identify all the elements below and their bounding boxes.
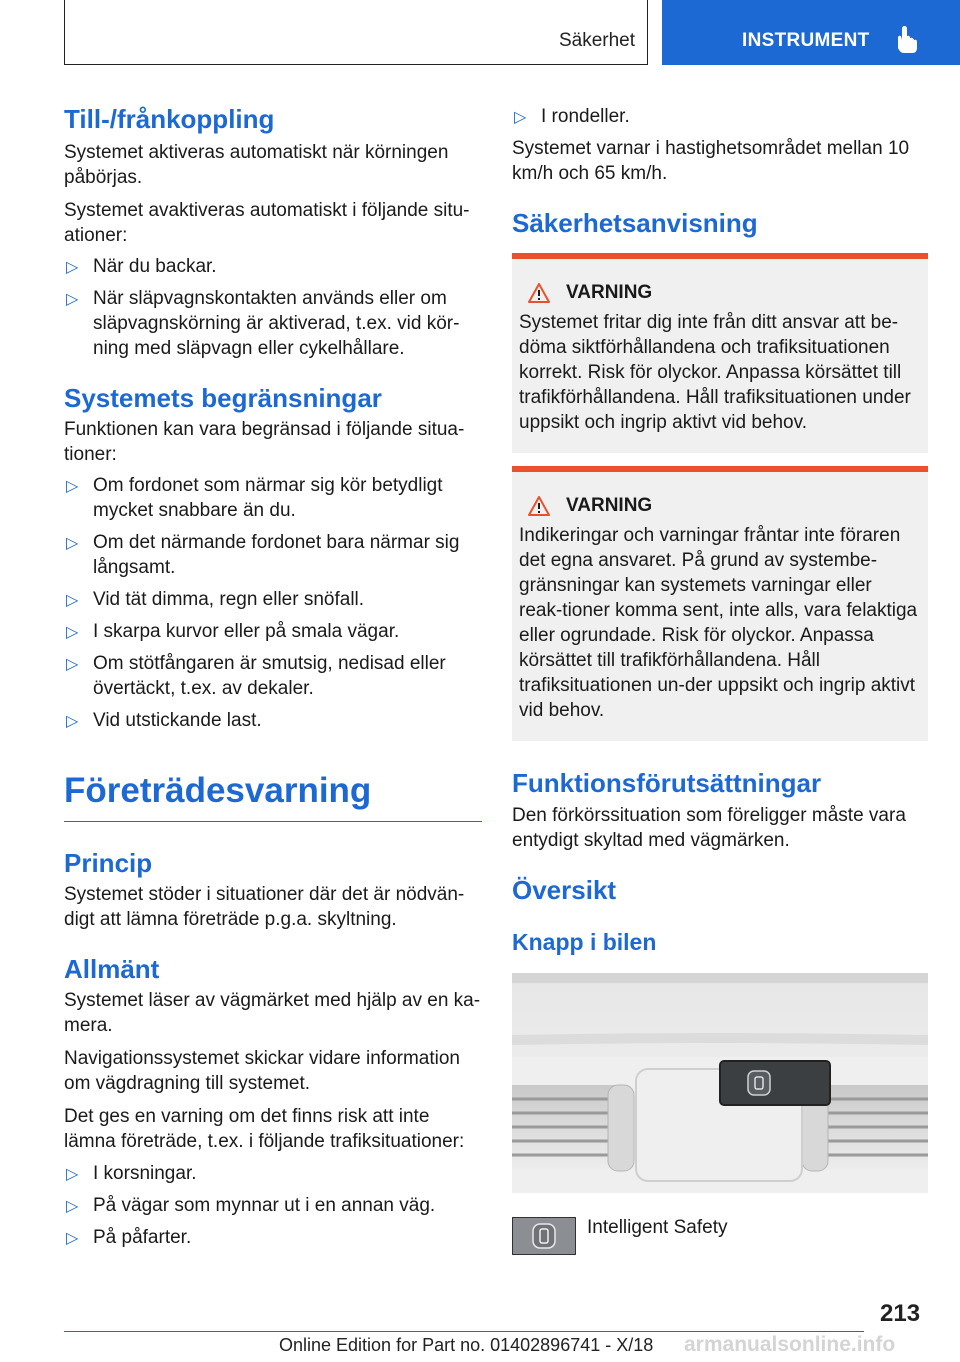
list-item: ▷ På vägar som mynnar ut i en annan väg. bbox=[64, 1193, 482, 1218]
heading-safety: Säkerhetsanvisning bbox=[512, 208, 758, 238]
hand-pointer-icon bbox=[894, 26, 920, 54]
triangle-bullet-icon: ▷ bbox=[66, 478, 79, 495]
warning-header bbox=[519, 278, 920, 308]
deactivation-list bbox=[64, 254, 482, 361]
intelligent-safety-button-icon bbox=[512, 1217, 576, 1255]
triangle-bullet-icon: ▷ bbox=[66, 713, 79, 730]
heading-general: Allmänt bbox=[64, 954, 160, 984]
paragraph-principle: Systemet stöder i situationer där det är nödvän-digt att lämna företräde p.g.a. skyltning. bbox=[64, 884, 465, 930]
paragraph-general-3: Det ges en varning om det finns risk att inte lämna företräde, t.ex. i följande trafiksituationer: bbox=[64, 1106, 465, 1152]
heading-activation: Till-/frånkoppling bbox=[64, 104, 275, 134]
heading-overview: Översikt bbox=[512, 875, 617, 905]
triangle-bullet-icon: ▷ bbox=[66, 656, 79, 673]
situation-list bbox=[64, 1161, 482, 1250]
paragraph-activation-2: Systemet avaktiveras automatiskt i följande situ-ationer: bbox=[64, 200, 470, 246]
warning-title: VARNING bbox=[566, 495, 653, 516]
list-item: ▷ I korsningar. bbox=[64, 1161, 482, 1186]
warning-header bbox=[519, 491, 920, 521]
header-section-box bbox=[64, 0, 648, 65]
paragraph-speed: Systemet varnar i hastighetsområdet mellan 10 km/h och 65 km/h. bbox=[512, 138, 910, 184]
triangle-bullet-icon: ▷ bbox=[66, 624, 79, 641]
situation-list-cont bbox=[512, 104, 928, 129]
list-item: ▷ Vid tät dimma, regn eller snöfall. bbox=[64, 587, 482, 612]
heading-limits: Systemets begränsningar bbox=[64, 383, 382, 413]
list-item: ▷ När släpvagnskontakten används eller om släpvagnskörning är aktiverad, t.ex. vid kör-ning med släpvagn eller cykelhållare. bbox=[66, 288, 460, 359]
triangle-bullet-icon: ▷ bbox=[66, 535, 79, 552]
warning-title: VARNING bbox=[566, 282, 653, 303]
list-item: ▷ Vid utstickande last. bbox=[64, 708, 482, 733]
warning-text: Systemet fritar dig inte från ditt ansvar att be-döma siktförhållandena och trafiksituationen korrekt. Risk för olyckor. Anpassa körsättet till trafikförhållandena. Håll trafiksituationen under uppsikt och ingrip aktivt vid behov. bbox=[519, 312, 911, 433]
limits-list bbox=[64, 473, 482, 733]
warning-text: Indikeringar och varningar fråntar inte föraren det egna ansvaret. På grund av systembe-gränsningar kan systemets varningar eller reak-tioner komma sent, inte alls, vara felaktiga eller ogrundade. Risk för olyckor. Anpassa körsättet till trafikförhållandena. Håll trafiksituationen un-der uppsikt och ingrip aktivt vid behov. bbox=[519, 525, 918, 721]
triangle-bullet-icon: ▷ bbox=[66, 259, 79, 276]
triangle-bullet-icon: ▷ bbox=[66, 592, 79, 609]
header-tab-instrument[interactable] bbox=[662, 0, 960, 65]
page-number: 213 bbox=[880, 1300, 921, 1327]
right-column bbox=[512, 104, 928, 1255]
list-item: ▷ På påfarter. bbox=[64, 1225, 482, 1250]
header-tab-label: INSTRUMENT bbox=[742, 30, 870, 51]
warning-triangle-icon bbox=[528, 283, 550, 303]
footer-edition: Online Edition for Part no. 01402896741 - X/18 bbox=[279, 1335, 654, 1355]
dashboard-photo-illustration bbox=[512, 973, 928, 1193]
list-item: ▷ I rondeller. bbox=[512, 104, 928, 129]
list-item: ▷ Om stötfångaren är smutsig, nedisad eller övertäckt, t.ex. av dekaler. bbox=[66, 653, 446, 699]
list-item: ▷ När du backar. bbox=[64, 254, 482, 279]
list-item: ▷ I skarpa kurvor eller på smala vägar. bbox=[64, 619, 482, 644]
chapter-heading-block bbox=[64, 769, 482, 822]
intelligent-safety-label: Intelligent Safety bbox=[587, 1217, 728, 1238]
heading-principle: Princip bbox=[64, 848, 153, 878]
triangle-bullet-icon: ▷ bbox=[66, 1198, 79, 1215]
car-button-photo bbox=[512, 973, 928, 1193]
triangle-bullet-icon: ▷ bbox=[66, 1230, 79, 1247]
list-item: ▷ Om det närmande fordonet bara närmar sig långsamt. bbox=[66, 532, 460, 578]
triangle-bullet-icon: ▷ bbox=[514, 109, 527, 126]
warning-triangle-icon bbox=[528, 496, 550, 516]
paragraph-general-1: Systemet läser av vägmärket med hjälp av en ka-mera. bbox=[64, 990, 481, 1036]
warning-box-2 bbox=[512, 466, 928, 741]
triangle-bullet-icon: ▷ bbox=[66, 291, 79, 308]
chapter-title: Företrädesvarning bbox=[64, 771, 372, 810]
paragraph-limits: Funktionen kan vara begränsad i följande situa-tioner: bbox=[64, 419, 465, 465]
footer-watermark: armanualsonline.info bbox=[684, 1333, 896, 1356]
triangle-bullet-icon: ▷ bbox=[66, 1166, 79, 1183]
paragraph-prerequisites: Den förkörssituation som föreligger måste vara entydigt skyltad med vägmärken. bbox=[512, 805, 906, 851]
header-section-title: Säkerhet bbox=[558, 30, 635, 51]
heading-prerequisites: Funktionsförutsättningar bbox=[512, 768, 822, 798]
footer-divider bbox=[64, 1331, 864, 1332]
button-legend-row bbox=[512, 1215, 928, 1255]
list-item: ▷ Om fordonet som närmar sig kör betydligt mycket snabbare än du. bbox=[66, 475, 443, 521]
paragraph-activation-1: Systemet aktiveras automatiskt när körningen påbörjas. bbox=[64, 142, 449, 188]
paragraph-general-2: Navigationssystemet skickar vidare information om vägdragning till systemet. bbox=[64, 1048, 460, 1094]
warning-box-1 bbox=[512, 253, 928, 453]
heading-button-in-car: Knapp i bilen bbox=[512, 929, 657, 955]
left-column bbox=[64, 100, 482, 1250]
